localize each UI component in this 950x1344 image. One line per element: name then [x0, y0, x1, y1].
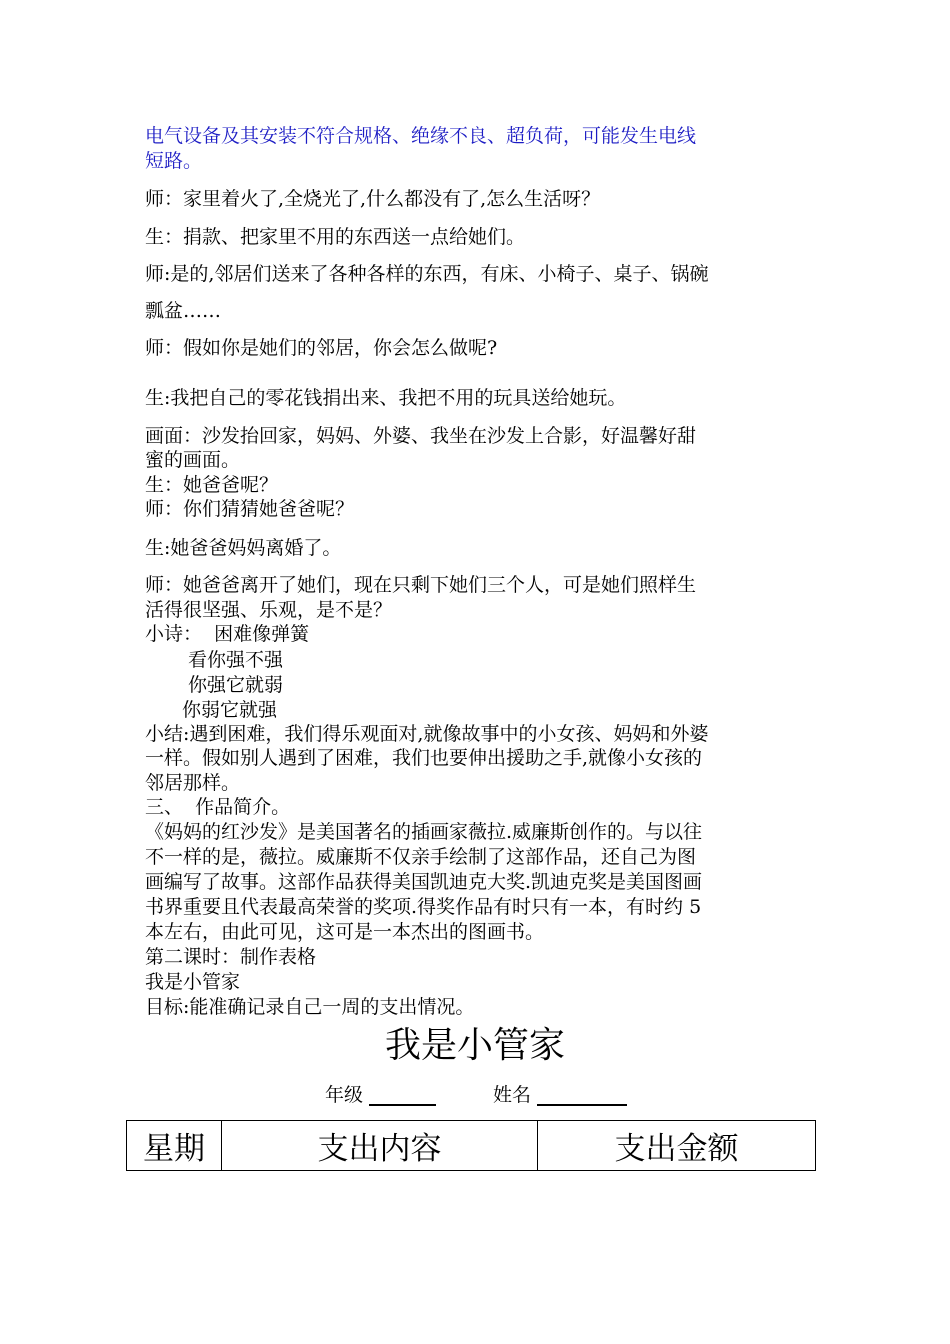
text-line: 画面：沙发抬回家，妈妈、外婆、我坐在沙发上合影，好温馨好甜	[145, 425, 697, 447]
text-line: 小结:遇到困难，我们得乐观面对,就像故事中的小女孩、妈妈和外婆	[145, 723, 709, 745]
column-header-amount: 支出金额	[538, 1121, 816, 1171]
poem-heading: 小诗： 困难像弹簧	[145, 623, 310, 645]
text-line: 目标:能准确记录自己一周的支出情况。	[145, 996, 475, 1018]
text-line: 第二课时：制作表格	[145, 946, 317, 968]
text-line: 瓢盆……	[145, 300, 222, 322]
text-line: 生：捐款、把家里不用的东西送一点给她们。	[145, 226, 526, 248]
grade-blank[interactable]	[369, 1104, 436, 1106]
text-line: 书界重要且代表最高荣誉的奖项.得奖作品有时只有一本，有时约 5	[145, 896, 702, 918]
table-header-row	[127, 1121, 816, 1171]
text-line: 师：家里着火了,全烧光了,什么都没有了,怎么生活呀？	[145, 188, 601, 210]
text-line: 生：她爸爸呢？	[145, 474, 279, 496]
text-line: 《妈妈的红沙发》是美国著名的插画家薇拉.威廉斯创作的。与以往	[145, 821, 703, 843]
column-header-weekday: 星期	[127, 1121, 222, 1171]
form-title: 我是小管家	[384, 1025, 565, 1066]
text-line: 一样。假如别人遇到了困难，我们也要伸出援助之手,就像小女孩的	[145, 747, 703, 769]
poem-line: 你弱它就强	[182, 699, 278, 721]
text-line: 师：你们猜猜她爸爸呢？	[145, 498, 355, 520]
text-line: 不一样的是，薇拉。威廉斯不仅亲手绘制了这部作品，还自己为图	[145, 846, 697, 868]
text-line: 生:我把自己的零花钱捐出来、我把不用的玩具送给她玩。	[145, 387, 627, 409]
text-line: 本左右，由此可见，这可是一本杰出的图画书。	[145, 921, 545, 943]
grade-label: 年级	[325, 1084, 364, 1106]
text-line: 蜜的画面。	[145, 449, 241, 471]
text-line: 师:是的,邻居们送来了各种各样的东西，有床、小椅子、桌子、锅碗	[145, 263, 709, 285]
text-line: 师：她爸爸离开了她们，现在只剩下她们三个人，可是她们照样生	[145, 574, 697, 596]
poem-line: 看你强不强	[188, 649, 284, 671]
text-line: 生:她爸爸妈妈离婚了。	[145, 537, 342, 559]
text-line: 活得很坚强、乐观，是不是？	[145, 599, 393, 621]
text-line: 画编写了故事。这部作品获得美国凯迪克大奖.凯迪克奖是美国图画	[145, 871, 703, 893]
section-heading: 三、 作品简介。	[145, 796, 291, 818]
column-header-content: 支出内容	[222, 1121, 538, 1171]
expense-table	[126, 1120, 816, 1171]
text-line: 邻居那样。	[145, 772, 241, 794]
text-line: 电气设备及其安装不符合规格、绝缘不良、超负荷，可能发生电线	[145, 125, 697, 147]
text-line: 短路。	[145, 150, 203, 172]
name-label: 姓名	[493, 1084, 532, 1106]
text-line: 师：假如你是她们的邻居，你会怎么做呢?	[145, 337, 498, 359]
poem-line: 你强它就弱	[188, 674, 284, 696]
text-line: 我是小管家	[145, 971, 241, 993]
name-blank[interactable]	[537, 1104, 627, 1106]
